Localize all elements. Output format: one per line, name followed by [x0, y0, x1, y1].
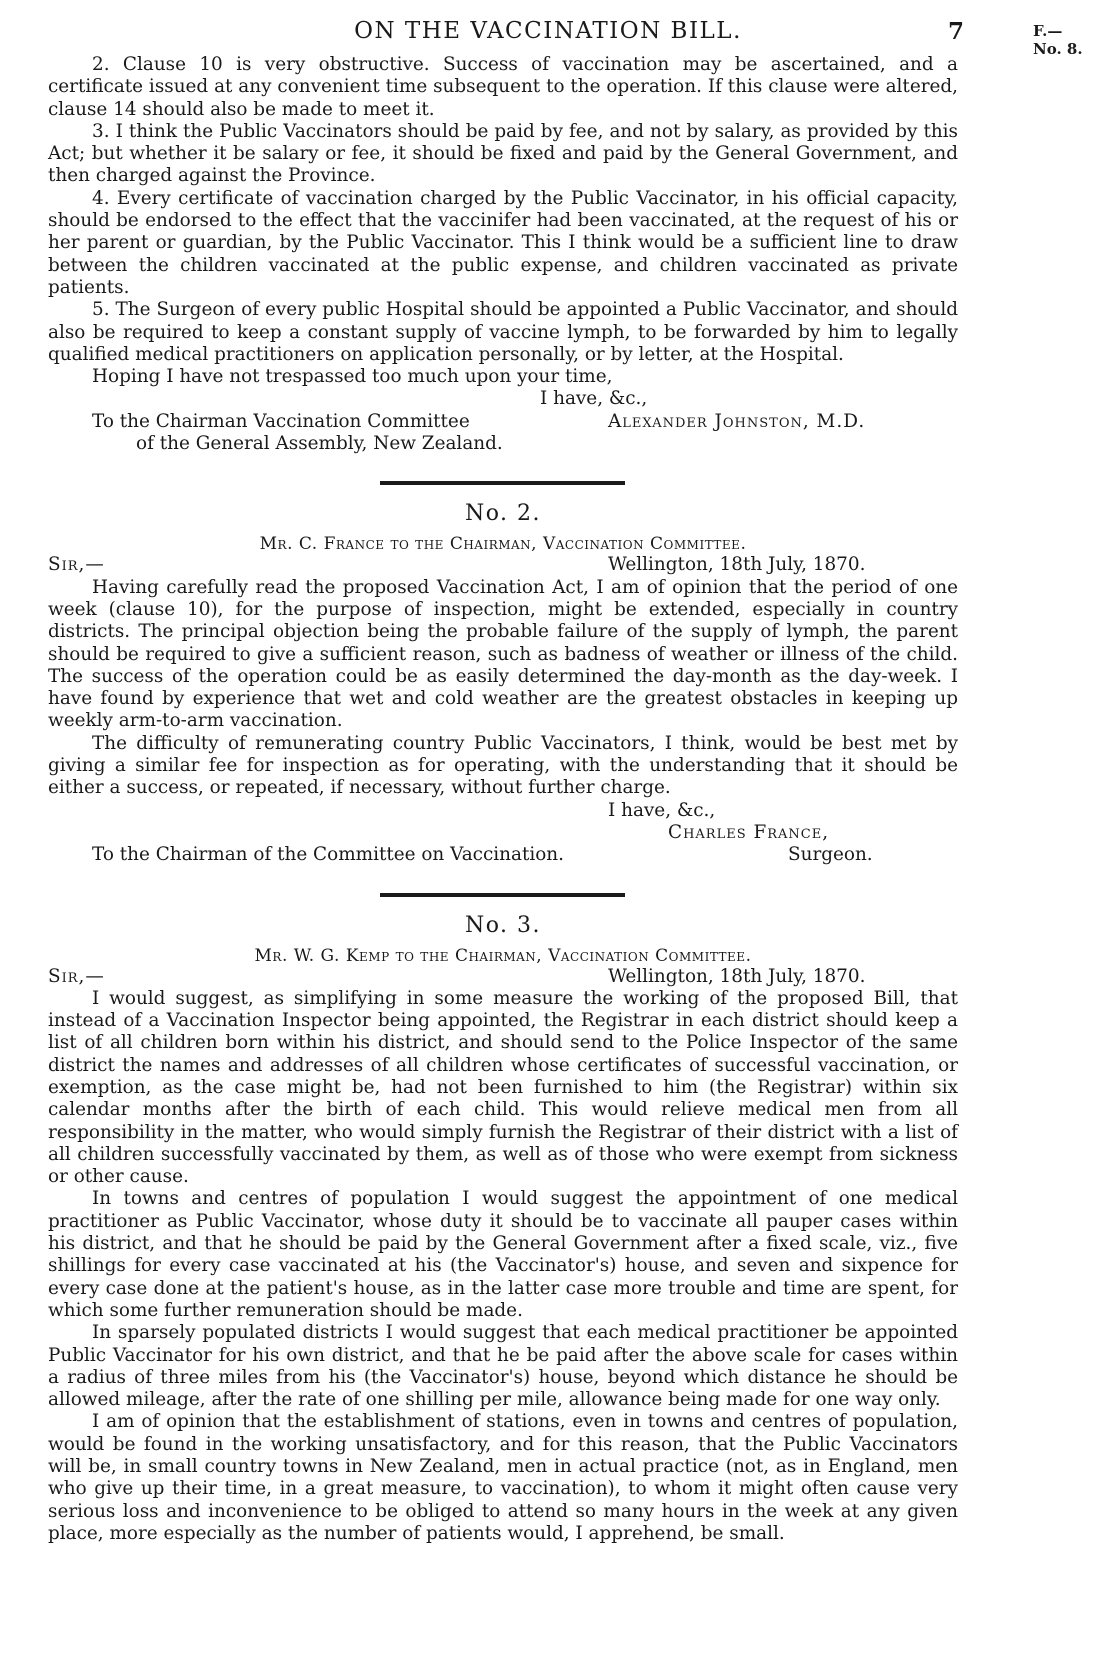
signature: Alexander Johnston, M.D. [608, 410, 866, 432]
paragraph: Having carefully read the proposed Vaccination Act, I am of opinion that the period of one week (clause 10), for the purpose of inspection, might be extended, especially in country districts. The principal objection being the probable failure of the supply of lymph, the parent should be required to give a sufficient reason, such as badness of weather or illness of the child. The success of the operation could be as easily determined the day-month as the day-week. I have found by experience that wet and cold weather are the greatest obstacles in keeping up weekly arm-to-arm vaccination. [48, 576, 958, 732]
salutation: Sir,— [48, 965, 105, 987]
paragraph: The difficulty of remunerating country Public Vaccinators, I think, would be best met by giving a similar fee for inspection as for operating, with the understanding that it should be either a success, or repeated, if necessary, without further charge. [48, 732, 958, 799]
salutation: Sir,— [48, 554, 105, 576]
letter-1-continuation [48, 54, 1088, 455]
page-number: 7 [948, 18, 965, 45]
paragraph: 3. I think the Public Vaccinators should be paid by fee, and not by salary, as provided by this Act; but whether it be salary or fee, it should be fixed and paid by the General Government, and then charged against the Province. [48, 120, 958, 187]
letter-number: No. 2. [464, 501, 542, 527]
letter-heading: Mr. W. G. Kemp to the Chairman, Vaccination Committee. [254, 945, 752, 966]
salutation-row [48, 554, 958, 576]
signature: Charles France, [668, 821, 830, 843]
addressee-line-2: of the General Assembly, New Zealand. [136, 433, 503, 455]
addressee: To the Chairman Vaccination Committee [92, 410, 470, 432]
paragraph: 4. Every certificate of vaccination charged by the Public Vaccinator, in his official capacity, should be endorsed to the effect that the vaccinifer had been vaccinated, at the request of his or her parent or guardian, by the Public Vaccinator. This I think would be a sufficient line to draw between the children vaccinated at the public expense, and children vaccinated as private patients. [48, 187, 958, 298]
paragraph: 2. Clause 10 is very obstructive. Success of vaccination may be ascertained, and a certificate issued at any convenient time subsequent to the operation. If this clause were altered, clause 14 should also be made to meet it. [48, 54, 958, 120]
series-reference: F.—No. 8. [1033, 22, 1083, 58]
document-page [48, 14, 1088, 1545]
letter-3 [48, 913, 1088, 1546]
signatory-title: Surgeon. [788, 844, 873, 866]
paragraph: Hoping I have not trespassed too much upon your time, [92, 366, 613, 388]
paragraph: In sparsely populated districts I would suggest that each medical practitioner be appointed Public Vaccinator for his own district, and that he be paid after the above scale for cases within a radius of three miles from his (the Vaccinator's) house, beyond which distance he should be allowed mileage, after the rate of one shilling per mile, allowance being made for one way only. [48, 1322, 958, 1411]
paragraph: I am of opinion that the establishment of stations, even in towns and centres of population, would be found in the working unsatisfactory, and for this reason, that the Public Vaccinators will be, in small country towns in New Zealand, men in actual practice (not, as in England, men who give up their time, in a great measure, to vaccination), to whom it might often cause very serious loss and inconvenience to be obliged to attend so many hours in the week at any given place, more especially as the number of patients would, I apprehend, be small. [48, 1411, 958, 1544]
place-date: Wellington, 18th July, 1870. [608, 965, 866, 987]
salutation-row [48, 966, 958, 988]
page-header [48, 14, 1088, 58]
addressee: To the Chairman of the Committee on Vaccination. [92, 844, 564, 866]
place-date: Wellington, 18th July, 1870. [608, 554, 866, 576]
paragraph: In towns and centres of population I would suggest the appointment of one medical practitioner as Public Vaccinator, whose duty it should be to vaccinate all pauper cases within his district, and that he should be paid by the General Government after a fixed scale, viz., five shillings for every case vaccinated at his (the Vaccinator's) house, and seven and sixpence for every case done at the patient's house, as in the latter case more trouble and time are spent, for which some further remuneration should be made. [48, 1188, 958, 1321]
paragraph: 5. The Surgeon of every public Hospital should be appointed a Public Vaccinator, and should also be required to keep a constant supply of vaccine lymph, to be forwarded by him to legally qualified medical practitioners on application personally, or by letter, at the Hospital. [48, 299, 958, 365]
closing: I have, &c., [608, 799, 716, 821]
letter-2 [48, 501, 1088, 866]
letter-heading: Mr. C. France to the Chairman, Vaccination Committee. [259, 534, 747, 555]
closing: I have, &c., [540, 388, 648, 410]
running-title: ON THE VACCINATION BILL. [354, 18, 742, 44]
paragraph: I would suggest, as simplifying in some measure the working of the proposed Bill, that instead of a Vaccination Inspector being appointed, the Registrar in each district should keep a list of all children born within his district, and should send to the Police Inspector of the same district the names and addresses of all children whose certificates of successful vaccination, or exemption, as the case might be, had not been furnished to him (the Registrar) within six calendar months after the birth of each child. This would relieve medical men from all responsibility in the matter, who would simply furnish the Registrar of their district with a list of all children successfully vaccinated by them, as well as of those who were exempt from sickness or other cause. [48, 987, 958, 1188]
signature-row [48, 844, 958, 866]
letter-number: No. 3. [464, 912, 542, 938]
signature-row [48, 411, 958, 433]
